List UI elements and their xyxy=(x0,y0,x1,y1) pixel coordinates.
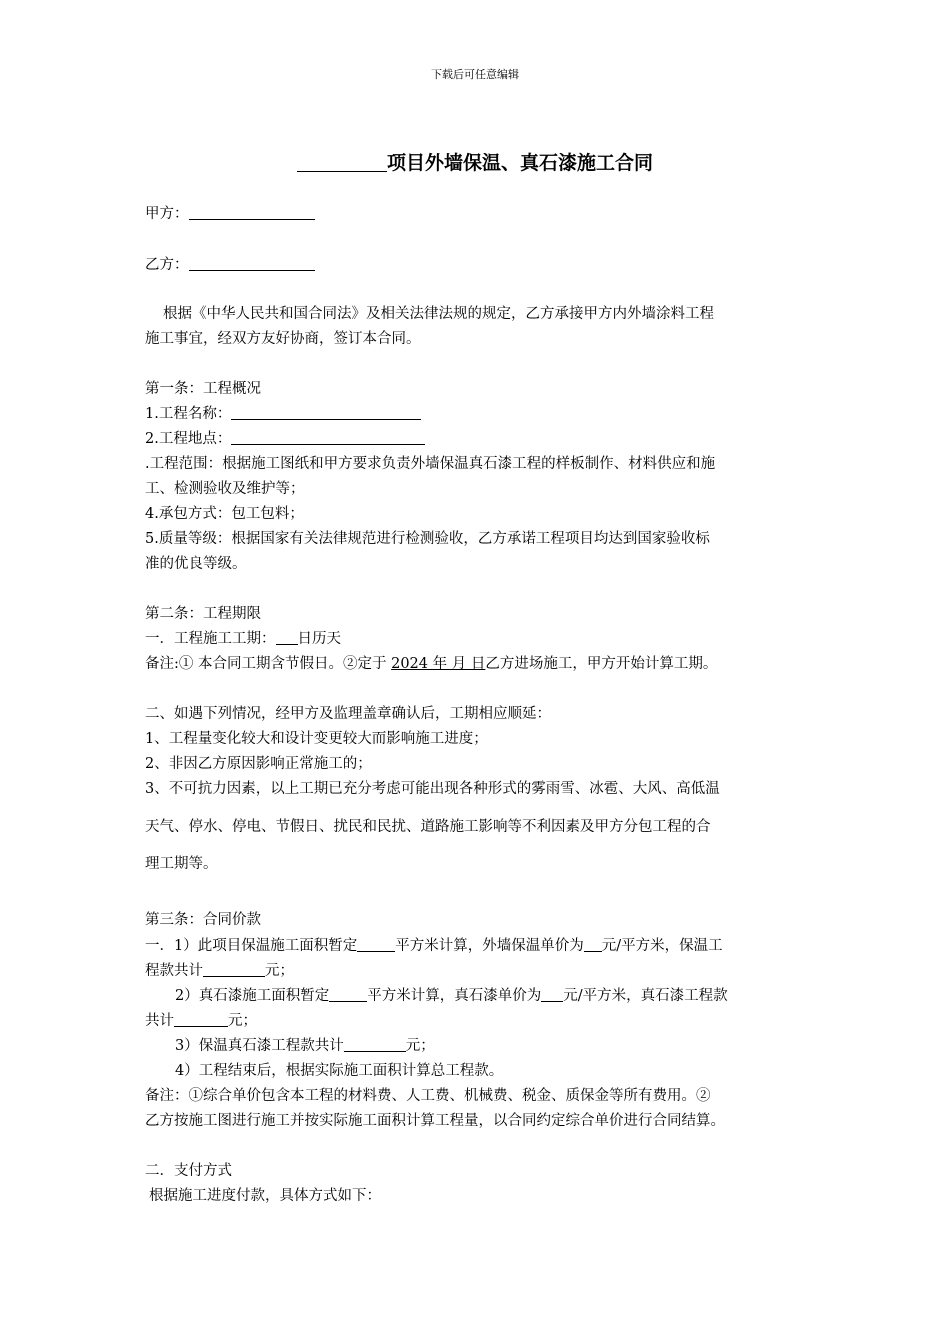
title-blank xyxy=(297,152,387,172)
price-3-text-1: 3）保温真石漆工程款共计 xyxy=(175,1038,344,1054)
price-2a-text-2: 平方米计算，真石漆单价为 xyxy=(367,988,542,1004)
contract-mode: 4.承包方式：包工包料； xyxy=(145,506,304,522)
combined-total-blank xyxy=(344,1036,406,1052)
project-name-label: 1.工程名称： xyxy=(145,406,232,422)
project-name-line xyxy=(145,402,421,423)
party-a-blank xyxy=(189,204,315,220)
price-1a-text-3: 元/平方米，保温工 xyxy=(601,938,723,954)
price-4: 4）工程结束后，根据实际施工面积计算总工程款。 xyxy=(175,1063,504,1079)
price-2a xyxy=(175,984,728,1005)
price-1b-text-1: 程款共计 xyxy=(145,963,203,979)
party-b-line xyxy=(145,253,315,274)
insulation-unit-price-blank xyxy=(584,936,602,952)
extension-item-3a: 3、不可抗力因素，以上工期已充分考虑可能出现各种形式的雾雨雪、冰雹、大风、高低温 xyxy=(145,781,720,797)
price-1a-text-2: 平方米计算，外墙保温单价为 xyxy=(395,938,584,954)
period-remark xyxy=(145,652,717,673)
period-remark-pre: 备注:① 本合同工期含节假日。②定于 xyxy=(145,656,392,672)
scope-line-2: 工、检测验收及维护等； xyxy=(145,481,305,497)
price-remark-1: 备注：①综合单价包含本工程的材料费、人工费、机械费、税金、质保金等所有费用。② xyxy=(145,1088,711,1104)
price-2a-text-1: 2）真石漆施工面积暂定 xyxy=(175,988,330,1004)
project-location-blank xyxy=(231,429,425,445)
payment-line: 根据施工进度付款，具体方式如下： xyxy=(149,1188,381,1204)
party-b-label: 乙方： xyxy=(145,257,189,273)
price-remark-2: 乙方按施工图进行施工并按实际施工面积计算工程量，以合同约定综合单价进行合同结算。 xyxy=(145,1113,725,1129)
period-remark-date: 2024 年 月 日 xyxy=(391,656,486,672)
price-2b-text-2: 元； xyxy=(228,1013,257,1029)
price-3 xyxy=(175,1034,435,1055)
stone-paint-total-blank xyxy=(174,1011,228,1027)
title-text: 项目外墙保温、真石漆施工合同 xyxy=(386,152,653,174)
scope-line-1: .工程范围：根据施工图纸和甲方要求负责外墙保温真石漆工程的样板制作、材料供应和施 xyxy=(145,456,716,472)
project-name-blank xyxy=(231,404,421,420)
party-b-blank xyxy=(189,255,315,271)
period-blank xyxy=(276,629,298,645)
quality-line-2: 准的优良等级。 xyxy=(145,556,247,572)
period-line xyxy=(145,627,341,648)
price-1b xyxy=(145,959,294,980)
extension-heading: 二、如遇下列情况，经甲方及监理盖章确认后，工期相应顺延： xyxy=(145,706,551,722)
project-location-label: 2.工程地点： xyxy=(145,431,232,447)
extension-item-3c: 理工期等。 xyxy=(145,856,218,872)
extension-item-3b: 天气、停水、停电、节假日、扰民和民扰、道路施工影响等不利因素及甲方分包工程的合 xyxy=(145,819,711,835)
price-1a xyxy=(145,934,723,955)
insulation-area-blank xyxy=(357,936,395,952)
price-2b xyxy=(145,1009,257,1030)
period-label: 一．工程施工工期： xyxy=(145,631,276,647)
article-2-heading: 第二条：工程期限 xyxy=(145,606,261,622)
party-a-line xyxy=(145,202,315,223)
intro-line-2: 施工事宜，经双方友好协商，签订本合同。 xyxy=(145,331,421,347)
payment-heading: 二．支付方式 xyxy=(145,1163,232,1179)
price-1a-text-1: 一．1）此项目保温施工面积暂定 xyxy=(145,938,358,954)
stone-paint-area-blank xyxy=(329,986,367,1002)
price-2a-text-3: 元/平方米，真石漆工程款 xyxy=(563,988,728,1004)
period-unit: 日历天 xyxy=(297,631,341,647)
header-note: 下载后可任意编辑 xyxy=(431,68,519,81)
quality-line-1: 5.质量等级：根据国家有关法律规范进行检测验收，乙方承诺工程项目均达到国家验收标 xyxy=(145,531,710,547)
party-a-label: 甲方： xyxy=(145,206,189,222)
document-title xyxy=(0,148,950,175)
extension-item-2: 2、非因乙方原因影响正常施工的； xyxy=(145,756,372,772)
price-3-text-2: 元； xyxy=(405,1038,435,1054)
insulation-total-blank xyxy=(203,961,265,977)
stone-paint-unit-price-blank xyxy=(541,986,563,1002)
period-remark-post: 乙方进场施工，甲方开始计算工期。 xyxy=(485,656,718,672)
price-2b-text-1: 共计 xyxy=(145,1013,174,1029)
intro-line-1: 根据《中华人民共和国合同法》及相关法律法规的规定，乙方承接甲方内外墙涂料工程 xyxy=(163,306,714,322)
article-3-heading: 第三条：合同价款 xyxy=(145,912,261,928)
extension-item-1: 1、工程量变化较大和设计变更较大而影响施工进度； xyxy=(145,731,488,747)
price-1b-text-2: 元； xyxy=(265,963,294,979)
project-location-line xyxy=(145,427,425,448)
article-1-heading: 第一条：工程概况 xyxy=(145,381,261,397)
